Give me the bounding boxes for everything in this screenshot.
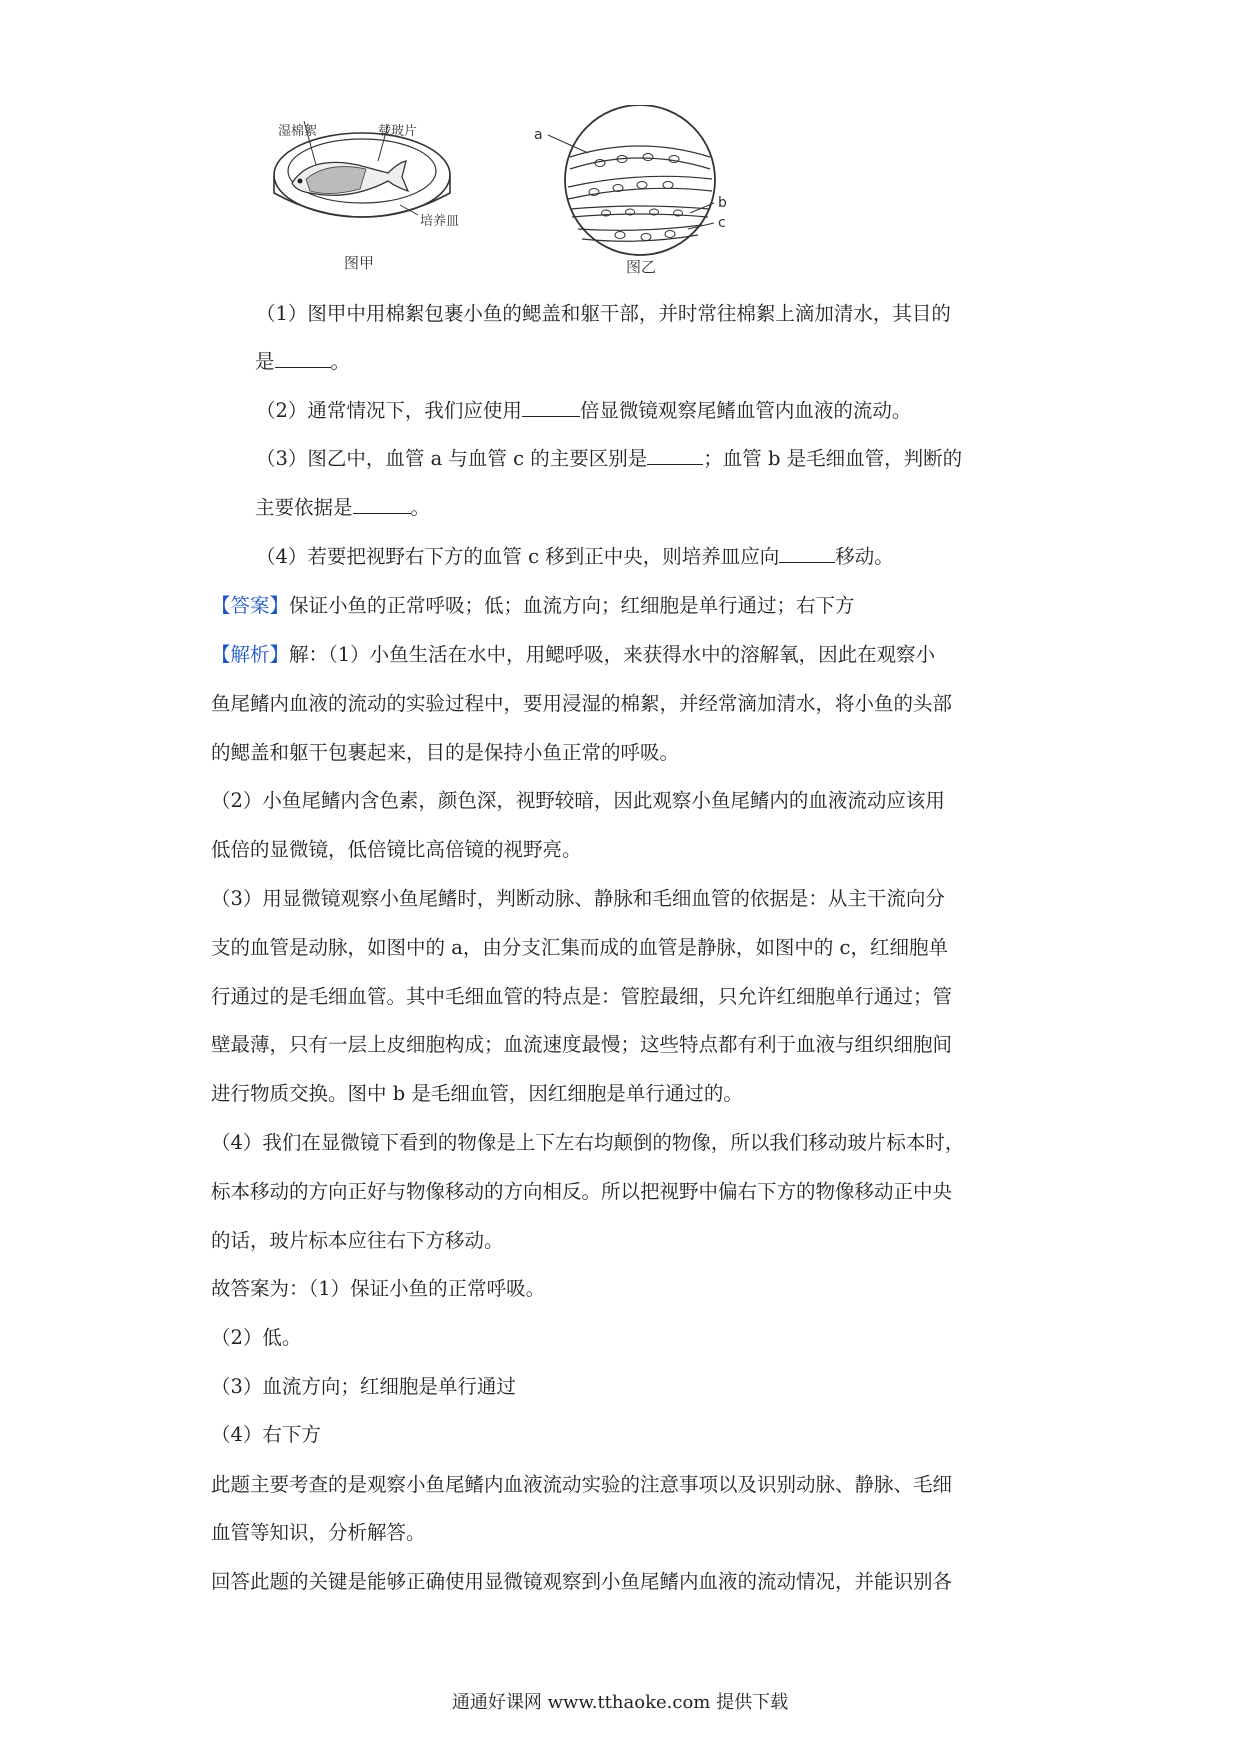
- summary-line-2: 血管等知识，分析解答。: [211, 1521, 426, 1544]
- analysis-line-11: （4）我们在显微镜下看到的物像是上下左右均颠倒的物像，所以我们移动玻片标本时，: [211, 1131, 965, 1154]
- question-3-suffix: ；血管 b 是毛细血管，判断的: [703, 447, 963, 470]
- analysis-line-3: 的鳃盖和躯干包裹起来，目的是保持小鱼正常的呼吸。: [211, 741, 680, 764]
- question-3-line-1: [256, 444, 1086, 474]
- analysis-line-4: （2）小鱼尾鳍内含色素，颜色深，视野较暗，因此观察小鱼尾鳍内的血液流动应该用: [211, 789, 945, 812]
- question-1-prefix: 是: [255, 350, 275, 373]
- label-c: c: [718, 215, 726, 231]
- summary-line-3: 回答此题的关键是能够正确使用显微镜观察到小鱼尾鳍内血液的流动情况，并能识别各: [211, 1570, 953, 1593]
- answer-blank-2: [522, 398, 580, 417]
- figure-yi: [534, 105, 727, 276]
- summary-line-1: 此题主要考查的是观察小鱼尾鳍内血液流动实验的注意事项以及识别动脉、静脉、毛细: [211, 1473, 953, 1496]
- answer-blank-1: [275, 349, 331, 368]
- question-1-suffix: 。: [330, 350, 351, 373]
- analysis-line-8: 行通过的是毛细血管。其中毛细血管的特点是：管腔最细，只允许红细胞单行通过；管: [211, 985, 953, 1008]
- label-slide: 载玻片: [378, 124, 418, 139]
- analysis-line-1: [211, 640, 1041, 670]
- question-4-suffix: 移动。: [835, 545, 894, 568]
- analysis-line-6: （3）用显微镜观察小鱼尾鳍时，判断动脉、静脉和毛细血管的依据是：从主干流向分: [211, 887, 945, 910]
- answer-text: 保证小鱼的正常呼吸；低；血流方向；红细胞是单行通过；右下方: [289, 594, 855, 617]
- question-1-line-1: （1）图甲中用棉絮包裹小鱼的鳃盖和躯干部，并时常往棉絮上滴加清水，其目的: [256, 302, 951, 325]
- question-3-prefix-2: 主要依据是: [255, 496, 353, 519]
- final-answer-line-4: （4）右下方: [211, 1423, 321, 1446]
- answer-line: [211, 591, 1041, 621]
- analysis-line-2: 鱼尾鳍内血液的流动的实验过程中，要用浸湿的棉絮，并经常滴加清水，将小鱼的头部: [211, 692, 953, 715]
- analysis-line-12: 标本移动的方向正好与物像移动的方向相反。所以把视野中偏右下方的物像移动正中央: [211, 1180, 953, 1203]
- label-dish: 培养皿: [420, 214, 460, 229]
- answer-blank-3b: [353, 495, 411, 514]
- analysis-text-1: 解：（1）小鱼生活在水中，用鳃呼吸，来获得水中的溶解氧，因此在观察小: [289, 643, 936, 666]
- analysis-line-5: 低倍的显微镜，低倍镜比高倍镜的视野亮。: [211, 838, 582, 861]
- label-b: b: [718, 195, 727, 211]
- figure-jia: [274, 121, 459, 272]
- question-2: [256, 396, 1086, 426]
- final-answer-line-2: （2）低。: [211, 1326, 302, 1349]
- analysis-line-10: 进行物质交换。图中 b 是毛细血管，因红细胞是单行通过的。: [211, 1082, 743, 1105]
- page-footer: 通通好课网 www.tthaoke.com 提供下载: [451, 1692, 789, 1713]
- question-2-prefix: （2）通常情况下，我们应使用: [256, 399, 522, 422]
- question-3-line-2: [255, 493, 1085, 523]
- label-cotton: 湿棉絮: [278, 124, 318, 139]
- analysis-line-9: 壁最薄，只有一层上皮细胞构成；血流速度最慢；这些特点都有利于血液与组织细胞间: [211, 1033, 953, 1056]
- answer-tag: 【答案】: [211, 594, 290, 617]
- figures: [270, 105, 870, 280]
- caption-jia: 图甲: [344, 254, 375, 272]
- analysis-tag: 【解析】: [211, 643, 290, 666]
- question-4: [256, 542, 1086, 572]
- label-a: a: [534, 127, 543, 143]
- question-3-suffix-2: 。: [410, 496, 431, 519]
- question-3-prefix: （3）图乙中，血管 a 与血管 c 的主要区别是: [256, 447, 648, 470]
- final-answer-line-3: （3）血流方向；红细胞是单行通过: [211, 1375, 516, 1398]
- answer-blank-3a: [647, 446, 703, 465]
- final-answer-line-1: 故答案为：（1）保证小鱼的正常呼吸。: [211, 1277, 546, 1300]
- question-4-prefix: （4）若要把视野右下方的血管 c 移到正中央，则培养皿应向: [256, 545, 780, 568]
- caption-yi: 图乙: [626, 258, 657, 276]
- analysis-line-13: 的话，玻片标本应往右下方移动。: [211, 1229, 504, 1252]
- question-2-suffix: 倍显微镜观察尾鳍血管内血液的流动。: [579, 399, 912, 422]
- question-1-line-2: [255, 347, 1085, 377]
- answer-blank-4: [779, 544, 835, 563]
- analysis-line-7: 支的血管是动脉，如图中的 a，由分支汇集而成的血管是静脉，如图中的 c，红细胞单: [211, 936, 948, 959]
